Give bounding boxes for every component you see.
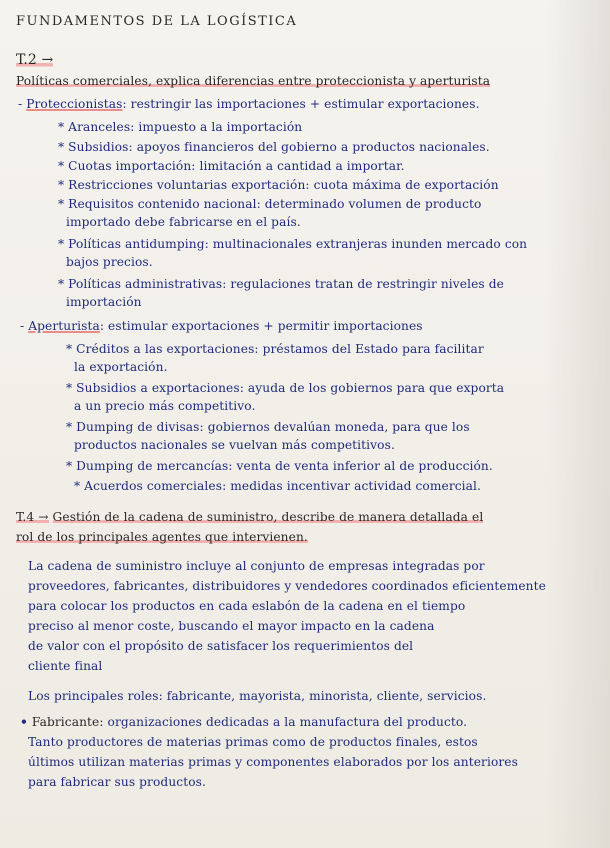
t4-question-continuation: [16, 529, 308, 545]
list-item-continuation: productos nacionales se vuelvan más competitivos.: [74, 438, 395, 452]
paragraph-line: para fabricar sus productos.: [28, 775, 206, 789]
proteccionistas-intro: [18, 96, 480, 112]
paragraph-line: La cadena de suministro incluye al conjunto de empresas integradas por: [28, 559, 485, 573]
paragraph-line: proveedores, fabricantes, distribuidores y vendedores coordinados eficientemente: [28, 579, 546, 593]
paragraph-line: de valor con el propósito de satisfacer los requerimientos del: [28, 639, 414, 653]
t4-question-line: Gestión de la cadena de suministro, describe de manera detallada el: [52, 510, 484, 524]
aperturista-label: Aperturista: [28, 319, 100, 333]
page-edge-shadow: [546, 0, 610, 848]
dash: -: [20, 319, 29, 333]
roles-line: Los principales roles: fabricante, mayorista, minorista, cliente, servicios.: [28, 689, 487, 703]
list-item: * Aranceles: impuesto a la importación: [58, 120, 303, 134]
list-item: * Subsidios: apoyos financieros del gobierno a productos nacionales.: [58, 140, 490, 154]
section-heading-t4: [16, 509, 483, 525]
t2-question: [16, 73, 490, 89]
list-item: * Acuerdos comerciales: medidas incentivar actividad comercial.: [74, 479, 482, 493]
list-item: * Créditos a las exportaciones: préstamos del Estado para facilitar: [66, 342, 484, 356]
paragraph-line: preciso al menor coste, buscando el mayor impacto en la cadena: [28, 619, 435, 633]
list-item-continuation: la exportación.: [74, 360, 168, 374]
paragraph-line: últimos utilizan materias primas y componentes elaborados por los anteriores: [28, 755, 518, 769]
t2-question-text: Políticas comerciales, explica diferencias entre proteccionista y aperturista: [16, 74, 491, 88]
proteccionistas-label: Proteccionistas: [26, 97, 123, 111]
paragraph-line: para colocar los productos en cada eslabón de la cadena en el tiempo: [28, 599, 466, 613]
list-item: * Dumping de divisas: gobiernos devalúan moneda, para que los: [66, 420, 470, 434]
page-title: FUNDAMENTOS DE LA LOGÍSTICA: [16, 14, 298, 29]
list-item: * Restricciones voluntarias exportación: cuota máxima de exportación: [58, 178, 499, 192]
list-item: * Cuotas importación: limitación a cantidad a importar.: [58, 159, 405, 173]
fabricante-item: [20, 714, 467, 730]
aperturista-intro: [20, 318, 423, 334]
list-item-continuation: importado debe fabricarse en el país.: [66, 215, 301, 229]
paragraph-line: cliente final: [28, 659, 103, 673]
list-item: * Subsidios a exportaciones: ayuda de los gobiernos para que exporta: [66, 381, 505, 395]
section-heading-t2: [16, 52, 53, 68]
t4-heading-text: T.4 →: [16, 510, 49, 524]
dash: -: [18, 97, 27, 111]
list-item: * Requisitos contenido nacional: determinado volumen de producto: [58, 197, 482, 211]
bullet-dot-icon: •: [20, 715, 28, 729]
proteccionistas-intro-text: : restringir las importaciones + estimular exportaciones.: [122, 97, 480, 111]
t4-question-line: rol de los principales agentes que intervienen.: [16, 530, 308, 544]
paragraph-line: Tanto productores de materias primas como de productos finales, estos: [28, 735, 478, 749]
fabricante-text: organizaciones dedicadas a la manufactura del producto.: [103, 715, 468, 729]
list-item: * Políticas antidumping: multinacionales extranjeras inunden mercado con: [58, 237, 528, 251]
fabricante-label: Fabricante:: [31, 715, 104, 729]
list-item: * Políticas administrativas: regulaciones tratan de restringir niveles de: [58, 277, 504, 291]
list-item-continuation: a un precio más competitivo.: [74, 399, 256, 413]
list-item-continuation: importación: [66, 295, 142, 309]
list-item-continuation: bajos precios.: [66, 255, 153, 269]
t2-heading-text: T.2 →: [16, 52, 54, 68]
list-item: * Dumping de mercancías: venta de venta inferior al de producción.: [66, 459, 493, 473]
aperturista-intro-text: : estimular exportaciones + permitir importaciones: [99, 319, 423, 333]
